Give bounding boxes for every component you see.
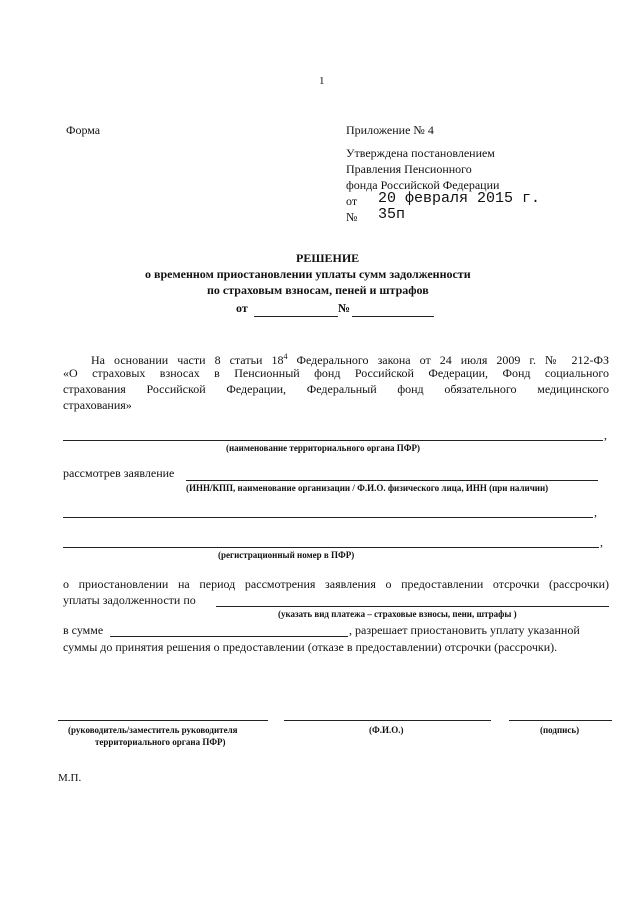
page-number: 1 (319, 75, 325, 87)
approval-line-1: Утверждена постановлением (346, 146, 495, 160)
applicant-line-2[interactable] (63, 517, 593, 518)
intro-line-3: страхования Российской Федерации, Федеральный фонд обязательного медицинского (63, 382, 609, 396)
head-caption-1: (руководитель/заместитель руководителя (68, 725, 238, 735)
title-line-1: о временном приостановлении уплаты сумм задолженности (145, 267, 471, 281)
decision-line: суммы до принятия решения о предоставлении (отказе в предоставлении) отсрочки (рассрочки). (63, 640, 558, 654)
signature-line[interactable] (509, 720, 612, 721)
intro-line-2: «О страховых взносах в Пенсионный фонд Российской Федерации, Фонд социального (63, 366, 609, 380)
signature-caption: (подпись) (540, 725, 580, 735)
organ-name-line[interactable] (63, 440, 603, 441)
seal-label: М.П. (58, 772, 82, 784)
title-number-line[interactable] (352, 316, 434, 317)
suspension-line-2: уплаты задолженности по (63, 593, 196, 607)
intro-line-4: страхования» (63, 398, 132, 412)
approval-date-prefix: от (346, 194, 358, 208)
applicant-line-2-comma: , (594, 505, 597, 519)
amount-text: , разрешает приостановить уплату указанной (349, 623, 580, 637)
payment-type-line[interactable] (216, 606, 609, 607)
suspension-line-1: о приостановлении на период рассмотрения заявления о предоставлении отсрочки (рассрочки) (63, 577, 609, 591)
approval-number-prefix: № (346, 210, 358, 224)
organ-line-comma: , (604, 428, 607, 442)
head-signature-line[interactable] (58, 720, 268, 721)
intro-line-1-b: Федерального закона от 24 июля 2009 г. № 212-ФЗ (287, 353, 609, 367)
amount-line[interactable] (110, 636, 348, 637)
amount-label: в сумме (63, 623, 104, 637)
appendix-label: Приложение № 4 (346, 123, 434, 137)
title-number-label: № (338, 301, 351, 315)
head-caption-2: территориального органа ПФР) (95, 737, 226, 747)
approval-line-2: Правления Пенсионного (346, 162, 472, 176)
applicant-caption: (ИНН/КПП, наименование организации / Ф.И.О. физического лица, ИНН (при наличии) (186, 483, 549, 493)
name-caption: (Ф.И.О.) (369, 725, 404, 735)
form-label: Форма (66, 123, 101, 137)
intro-line-1-sup: 4 (283, 352, 288, 361)
approval-line-3: фонда Российской Федерации (346, 178, 500, 192)
approval-date-value: 20 февраля 2015 г. (378, 190, 541, 207)
reg-number-caption: (регистрационный номер в ПФР) (218, 550, 355, 560)
title-from-label: от (236, 301, 248, 315)
title-main: РЕШЕНИЕ (296, 251, 360, 265)
reg-number-line-comma: , (600, 535, 603, 549)
title-line-2: по страховым взносам, пеней и штрафов (207, 283, 429, 297)
applicant-line[interactable] (186, 480, 598, 481)
title-date-line[interactable] (254, 316, 338, 317)
considered-label: рассмотрев заявление (63, 466, 175, 480)
reg-number-line[interactable] (63, 547, 599, 548)
approval-number-value: 35п (378, 206, 406, 223)
payment-type-caption: (указать вид платежа – страховые взносы, пени, штрафы ) (278, 609, 517, 619)
organ-name-caption: (наименование территориального органа ПФР) (226, 443, 420, 453)
intro-line-1-a: На основании части 8 статьи 18 (91, 353, 284, 367)
name-signature-line[interactable] (284, 720, 491, 721)
